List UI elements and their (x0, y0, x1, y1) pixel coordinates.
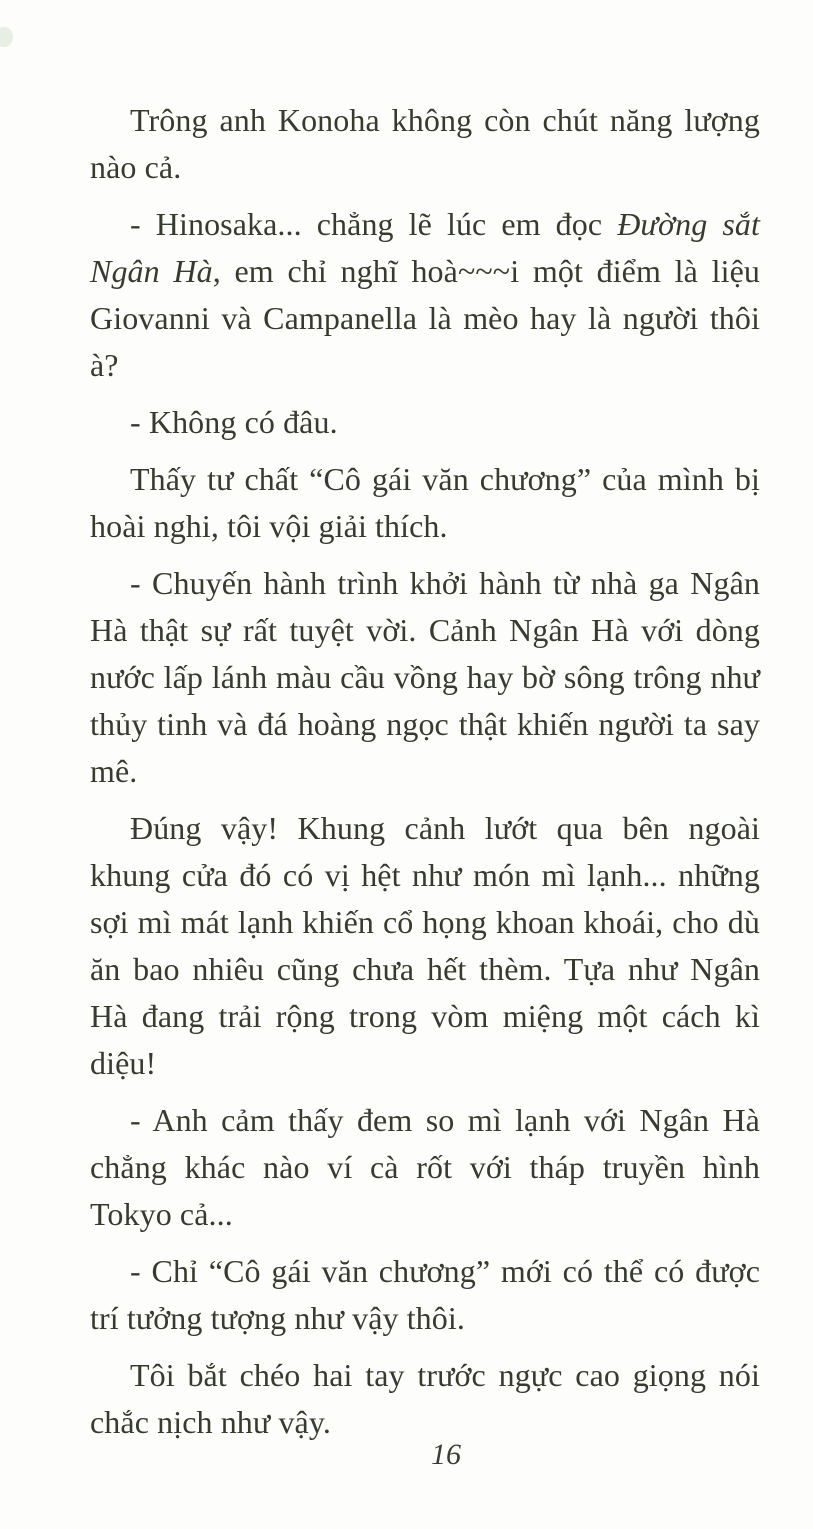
paragraph-9: Tôi bắt chéo hai tay trước ngực cao giọng nói chắc nịch như vậy. (90, 1357, 760, 1440)
page-text-block (90, 97, 760, 1446)
paragraph-4: Thấy tư chất “Cô gái văn chương” của mình bị hoài nghi, tôi vội giải thích. (90, 461, 760, 544)
book-title-italic: Đường sắt Ngân Hà (90, 206, 760, 289)
paragraph-1: Trông anh Konoha không còn chút năng lượng nào cả. (90, 102, 760, 185)
paragraph-2-rest: , em chỉ nghĩ hoà~~~i một điểm là liệu Giovanni và Campanella là mèo hay là người thôi à? (90, 253, 760, 383)
paragraph-2 (90, 201, 760, 389)
paragraph-3: - Không có đâu. (130, 404, 338, 440)
paragraph-8: - Chỉ “Cô gái văn chương” mới có thể có được trí tưởng tượng như vậy thôi. (90, 1253, 760, 1336)
scan-artifact-smudge (0, 27, 13, 47)
paragraph-6: Đúng vậy! Khung cảnh lướt qua bên ngoài khung cửa đó có vị hệt như món mì lạnh... những sợi mì mát lạnh khiến cổ họng khoan khoái, cho dù ăn bao nhiêu cũng chưa hết thèm. Tựa như Ngân Hà đang trải rộng trong vòm miệng một cách kì diệu! (90, 810, 760, 1081)
paragraph-7: - Anh cảm thấy đem so mì lạnh với Ngân Hà chẳng khác nào ví cà rốt với tháp truyền hình Tokyo cả... (90, 1102, 760, 1232)
paragraph-2-lead: - Hinosaka... chẳng lẽ lúc em đọc (130, 206, 618, 242)
paragraph-5: - Chuyến hành trình khởi hành từ nhà ga Ngân Hà thật sự rất tuyệt vời. Cảnh Ngân Hà với dòng nước lấp lánh màu cầu vồng hay bờ sông trông như thủy tinh và đá hoàng ngọc thật khiến người ta say mê. (90, 565, 760, 789)
page-number: 16 (431, 1438, 461, 1471)
